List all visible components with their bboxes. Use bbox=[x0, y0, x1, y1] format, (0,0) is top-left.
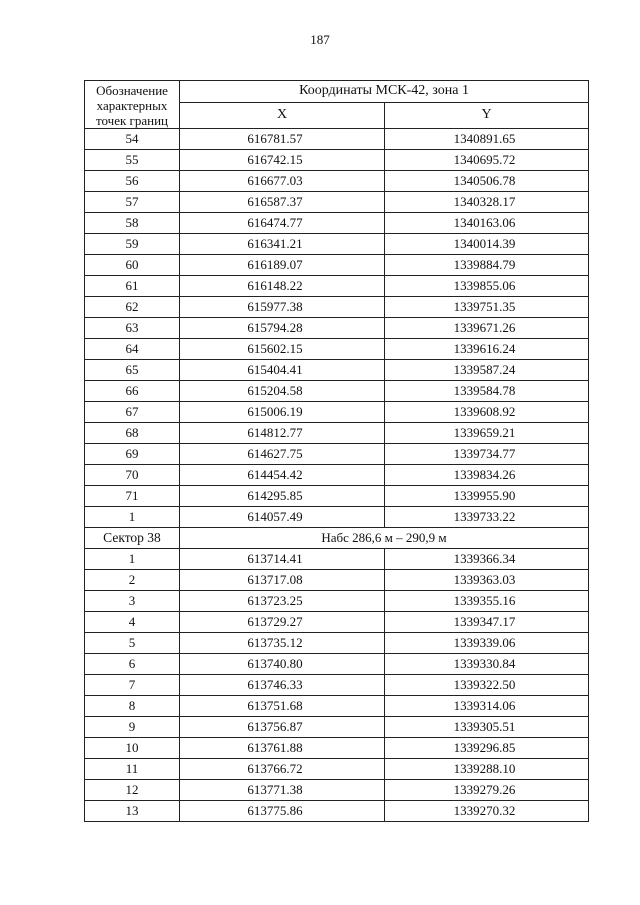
y-coordinate-cell: 1339751.35 bbox=[385, 297, 589, 318]
y-coordinate-cell: 1339339.06 bbox=[385, 633, 589, 654]
y-coordinate-cell: 1340891.65 bbox=[385, 129, 589, 150]
point-id-cell: 4 bbox=[85, 612, 180, 633]
x-coordinate-cell: 613740.80 bbox=[180, 654, 385, 675]
table-row bbox=[85, 549, 589, 570]
x-coordinate-cell: 613751.68 bbox=[180, 696, 385, 717]
point-id-cell: 61 bbox=[85, 276, 180, 297]
y-coordinate-cell: 1340695.72 bbox=[385, 150, 589, 171]
point-id-cell: 54 bbox=[85, 129, 180, 150]
point-id-cell: 70 bbox=[85, 465, 180, 486]
y-coordinate-cell: 1339671.26 bbox=[385, 318, 589, 339]
y-coordinate-cell: 1339734.77 bbox=[385, 444, 589, 465]
point-id-cell: 12 bbox=[85, 780, 180, 801]
y-coordinate-cell: 1339305.51 bbox=[385, 717, 589, 738]
table-row bbox=[85, 633, 589, 654]
point-id-cell: 68 bbox=[85, 423, 180, 444]
x-coordinate-cell: 613717.08 bbox=[180, 570, 385, 591]
point-id-cell: 10 bbox=[85, 738, 180, 759]
point-id-cell: 64 bbox=[85, 339, 180, 360]
table-row bbox=[85, 675, 589, 696]
page-number: 187 bbox=[310, 32, 330, 47]
table-row bbox=[85, 276, 589, 297]
table-row bbox=[85, 696, 589, 717]
point-id-cell: 3 bbox=[85, 591, 180, 612]
point-id-cell: 7 bbox=[85, 675, 180, 696]
y-coordinate-cell: 1339270.32 bbox=[385, 801, 589, 822]
sector-row bbox=[85, 528, 589, 549]
x-coordinate-cell: 613729.27 bbox=[180, 612, 385, 633]
point-id-cell: 56 bbox=[85, 171, 180, 192]
point-id-cell: 60 bbox=[85, 255, 180, 276]
table-row bbox=[85, 255, 589, 276]
y-coordinate-cell: 1339363.03 bbox=[385, 570, 589, 591]
x-coordinate-cell: 615794.28 bbox=[180, 318, 385, 339]
table-row bbox=[85, 402, 589, 423]
point-id-cell: 13 bbox=[85, 801, 180, 822]
x-coordinate-cell: 613735.12 bbox=[180, 633, 385, 654]
y-coordinate-cell: 1339355.16 bbox=[385, 591, 589, 612]
table-row bbox=[85, 444, 589, 465]
table-row bbox=[85, 423, 589, 444]
table-row bbox=[85, 738, 589, 759]
point-id-cell: 2 bbox=[85, 570, 180, 591]
y-coordinate-cell: 1339322.50 bbox=[385, 675, 589, 696]
x-coordinate-cell: 616148.22 bbox=[180, 276, 385, 297]
x-coordinate-cell: 616781.57 bbox=[180, 129, 385, 150]
table-row bbox=[85, 318, 589, 339]
table-row bbox=[85, 486, 589, 507]
point-id-cell: 67 bbox=[85, 402, 180, 423]
point-id-cell: 66 bbox=[85, 381, 180, 402]
point-id-cell: 58 bbox=[85, 213, 180, 234]
y-column-header: Y bbox=[385, 102, 589, 128]
x-coordinate-cell: 613761.88 bbox=[180, 738, 385, 759]
point-id-cell: 6 bbox=[85, 654, 180, 675]
point-id-cell: 1 bbox=[85, 549, 180, 570]
y-coordinate-cell: 1340328.17 bbox=[385, 192, 589, 213]
sector-label: Сектор 38 bbox=[85, 528, 180, 549]
coordinates-table bbox=[84, 80, 589, 822]
table-row bbox=[85, 507, 589, 528]
x-coordinate-cell: 614454.42 bbox=[180, 465, 385, 486]
x-coordinate-cell: 614812.77 bbox=[180, 423, 385, 444]
x-coordinate-cell: 615404.41 bbox=[180, 360, 385, 381]
x-coordinate-cell: 616742.15 bbox=[180, 150, 385, 171]
table-row bbox=[85, 360, 589, 381]
y-coordinate-cell: 1339366.34 bbox=[385, 549, 589, 570]
y-coordinate-cell: 1339608.92 bbox=[385, 402, 589, 423]
y-coordinate-cell: 1340014.39 bbox=[385, 234, 589, 255]
table-row bbox=[85, 591, 589, 612]
table-row bbox=[85, 717, 589, 738]
y-coordinate-cell: 1339347.17 bbox=[385, 612, 589, 633]
table-row bbox=[85, 801, 589, 822]
table-row bbox=[85, 129, 589, 150]
table-row bbox=[85, 570, 589, 591]
point-header-line-2: характерных bbox=[96, 98, 168, 113]
x-column-header: X bbox=[180, 102, 385, 128]
x-coordinate-cell: 614627.75 bbox=[180, 444, 385, 465]
table-row bbox=[85, 234, 589, 255]
point-id-cell: 63 bbox=[85, 318, 180, 339]
point-id-cell: 62 bbox=[85, 297, 180, 318]
x-coordinate-cell: 613723.25 bbox=[180, 591, 385, 612]
x-coordinate-cell: 615006.19 bbox=[180, 402, 385, 423]
table-row bbox=[85, 339, 589, 360]
table-row bbox=[85, 381, 589, 402]
y-coordinate-cell: 1339330.84 bbox=[385, 654, 589, 675]
x-coordinate-cell: 613756.87 bbox=[180, 717, 385, 738]
y-coordinate-cell: 1339616.24 bbox=[385, 339, 589, 360]
y-coordinate-cell: 1339855.06 bbox=[385, 276, 589, 297]
x-coordinate-cell: 616341.21 bbox=[180, 234, 385, 255]
x-coordinate-cell: 614057.49 bbox=[180, 507, 385, 528]
point-id-cell: 8 bbox=[85, 696, 180, 717]
y-coordinate-cell: 1340163.06 bbox=[385, 213, 589, 234]
y-coordinate-cell: 1339955.90 bbox=[385, 486, 589, 507]
table-row bbox=[85, 150, 589, 171]
x-coordinate-cell: 616587.37 bbox=[180, 192, 385, 213]
x-coordinate-cell: 613771.38 bbox=[180, 780, 385, 801]
point-designation-header bbox=[85, 81, 180, 129]
point-id-cell: 69 bbox=[85, 444, 180, 465]
point-header-line-1: Обозначение bbox=[96, 83, 168, 98]
y-coordinate-cell: 1339834.26 bbox=[385, 465, 589, 486]
y-coordinate-cell: 1339733.22 bbox=[385, 507, 589, 528]
table-row bbox=[85, 465, 589, 486]
table-row bbox=[85, 213, 589, 234]
x-coordinate-cell: 615602.15 bbox=[180, 339, 385, 360]
point-id-cell: 57 bbox=[85, 192, 180, 213]
table-row bbox=[85, 192, 589, 213]
y-coordinate-cell: 1339296.85 bbox=[385, 738, 589, 759]
y-coordinate-cell: 1339279.26 bbox=[385, 780, 589, 801]
point-id-cell: 5 bbox=[85, 633, 180, 654]
x-coordinate-cell: 616677.03 bbox=[180, 171, 385, 192]
point-id-cell: 59 bbox=[85, 234, 180, 255]
x-coordinate-cell: 614295.85 bbox=[180, 486, 385, 507]
x-coordinate-cell: 613766.72 bbox=[180, 759, 385, 780]
point-id-cell: 1 bbox=[85, 507, 180, 528]
table-row bbox=[85, 612, 589, 633]
table-row bbox=[85, 171, 589, 192]
y-coordinate-cell: 1340506.78 bbox=[385, 171, 589, 192]
point-header-line-3: точек границ bbox=[95, 113, 169, 128]
x-coordinate-cell: 613775.86 bbox=[180, 801, 385, 822]
point-id-cell: 9 bbox=[85, 717, 180, 738]
coordinates-header: Координаты МСК-42, зона 1 bbox=[180, 81, 589, 103]
table-row bbox=[85, 759, 589, 780]
y-coordinate-cell: 1339584.78 bbox=[385, 381, 589, 402]
x-coordinate-cell: 613746.33 bbox=[180, 675, 385, 696]
point-id-cell: 11 bbox=[85, 759, 180, 780]
y-coordinate-cell: 1339314.06 bbox=[385, 696, 589, 717]
x-coordinate-cell: 616474.77 bbox=[180, 213, 385, 234]
table-header-row bbox=[85, 81, 589, 103]
y-coordinate-cell: 1339288.10 bbox=[385, 759, 589, 780]
x-coordinate-cell: 615204.58 bbox=[180, 381, 385, 402]
sector-altitude: Набс 286,6 м – 290,9 м bbox=[180, 528, 589, 549]
x-coordinate-cell: 613714.41 bbox=[180, 549, 385, 570]
y-coordinate-cell: 1339659.21 bbox=[385, 423, 589, 444]
y-coordinate-cell: 1339587.24 bbox=[385, 360, 589, 381]
x-coordinate-cell: 616189.07 bbox=[180, 255, 385, 276]
point-id-cell: 71 bbox=[85, 486, 180, 507]
table-row bbox=[85, 297, 589, 318]
point-id-cell: 65 bbox=[85, 360, 180, 381]
x-coordinate-cell: 615977.38 bbox=[180, 297, 385, 318]
y-coordinate-cell: 1339884.79 bbox=[385, 255, 589, 276]
table-row bbox=[85, 780, 589, 801]
point-id-cell: 55 bbox=[85, 150, 180, 171]
table-row bbox=[85, 654, 589, 675]
